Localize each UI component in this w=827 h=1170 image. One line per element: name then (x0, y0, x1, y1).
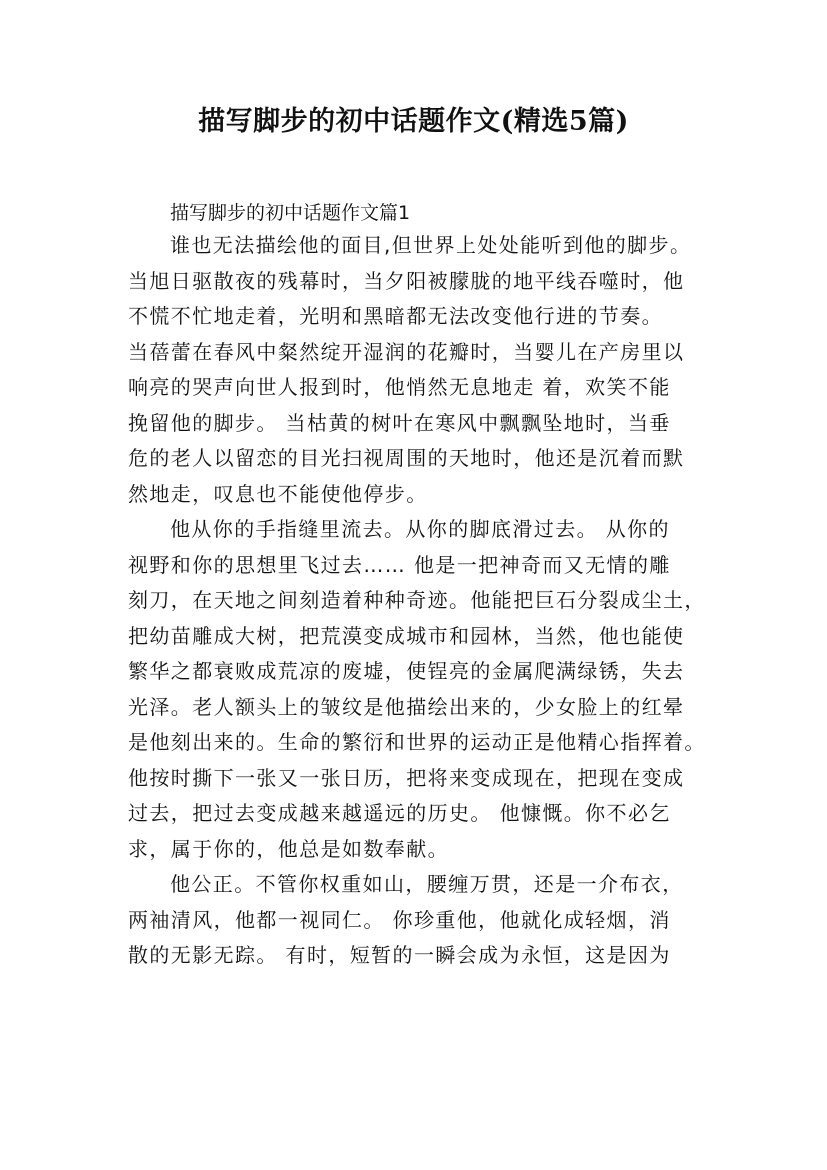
text-line: 他从你的手指缝里流去。从你的脚底滑过去。 从你的 (170, 517, 670, 541)
text-line: 当旭日驱散夜的残幕时，当夕阳被朦胧的地平线吞噬时，他 (128, 268, 685, 293)
paragraph-1 (128, 228, 714, 512)
text-line: 散的无影无踪。 有时，短暂的一瞬会成为永恒，这是因为 (128, 943, 671, 967)
text-line: 然地走，叹息也不能使他停步。 (128, 481, 428, 506)
text-line: 挽留他的脚步。 当枯黄的树叶在寒风中飘飘坠地时，当垂 (128, 410, 671, 435)
text-line: 过去，把过去变成越来越遥远的历史。 他慷慨。你不必乞 (128, 801, 671, 825)
text-line: 当蓓蕾在春风中粲然绽开湿润的花瓣时，当婴儿在产房里以 (128, 339, 685, 364)
text-line: 是他刻出来的。生命的繁衍和世界的运动正是他精心指挥着。 (128, 730, 706, 754)
text-line: 求，属于你的，他总是如数奉献。 (128, 836, 449, 861)
text-line: 他按时撕下一张又一张日历，把将来变成现在，把现在变成 (128, 765, 685, 790)
text-line: 把幼苗雕成大树，把荒漠变成城市和园林，当然，他也能使 (128, 623, 685, 648)
text-line: 光泽。老人额头上的皱纹是他描绘出来的，少女脸上的红晕 (128, 694, 685, 719)
text-line: 不慌不忙地走着，光明和黑暗都无法改变他行进的节奏。 (128, 304, 663, 328)
document-title: 描写脚步的初中话题作文(精选5篇) (198, 106, 629, 137)
paragraph-3 (128, 867, 714, 974)
text-line: 视野和你的思想里飞过去…… 他是一把神奇而又无情的雕 (128, 552, 671, 577)
text-line: 刻刀，在天地之间刻造着种种奇迹。他能把巨石分裂成尘土， (128, 588, 706, 612)
text-line: 繁华之都衰败成荒凉的废墟，使锃亮的金属爬满绿锈，失去 (128, 659, 685, 683)
text-line: 响亮的哭声向世人报到时，他悄然无息地走 着，欢笑不能 (128, 375, 671, 399)
section-heading: 描写脚步的初中话题作文篇1 (170, 202, 411, 224)
text-line: 他公正。不管你权重如山，腰缠万贯，还是一介布衣， (170, 872, 684, 896)
article-body (128, 228, 714, 974)
text-line: 危的老人以留恋的目光扫视周围的天地时，他还是沉着而默 (128, 446, 685, 470)
text-line: 谁也无法描绘他的面目,但世界上处处能听到他的脚步。 (170, 233, 692, 257)
text-line: 两袖清风，他都一视同仁。 你珍重他，他就化成轻烟，消 (128, 907, 671, 932)
paragraph-2 (128, 512, 714, 867)
